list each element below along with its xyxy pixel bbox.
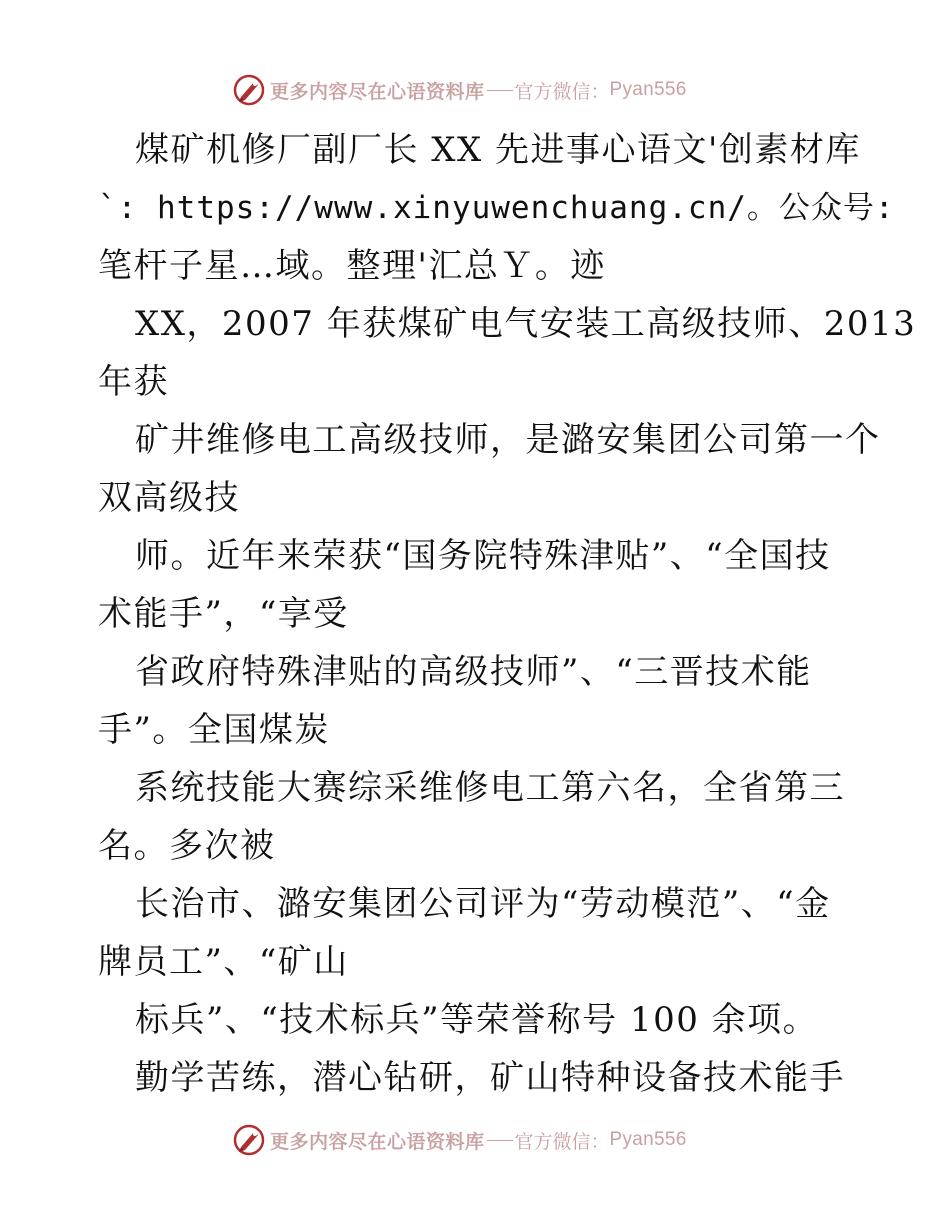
text-line: 师。近年来荣获“国务院特殊津贴”、“全国技 <box>135 536 831 576</box>
watermark-main-text: 更多内容尽在心语资料库 <box>270 80 485 103</box>
text-line: 勤学苦练，潜心钻研，矿山特种设备技术能手 <box>135 1058 845 1098</box>
text-line: 名。多次被 <box>98 826 276 866</box>
footer-watermark <box>232 1122 687 1158</box>
text-line: 标兵”、“技术标兵”等荣誉称号 100 余项。 <box>135 1000 819 1040</box>
text-line: 煤矿机修厂副厂长 XX 先进事心语文'创素材库 <box>135 130 861 170</box>
text-line: 牌员工”、“矿山 <box>98 942 349 982</box>
text-line: XX，2007 年获煤矿电气安装工高级技师、2013 <box>135 304 917 344</box>
header-watermark <box>232 72 687 108</box>
text-line: 省政府特殊津贴的高级技师”、“三晋技术能 <box>135 652 812 692</box>
watermark-main-text: 更多内容尽在心语资料库 <box>270 1130 485 1153</box>
text-line: 系统技能大赛综采维修电工第六名，全省第三 <box>135 768 845 808</box>
brand-logo-icon <box>232 73 266 107</box>
text-line: 手”。全国煤炭 <box>98 710 330 750</box>
text-line: 双高级技 <box>98 478 240 518</box>
text-line: 年获 <box>98 362 169 402</box>
brand-logo-icon <box>232 1123 266 1157</box>
watermark-id-text: Pyan556 <box>609 1129 687 1150</box>
watermark-dash <box>487 90 513 91</box>
text-line: 术能手”，“享受 <box>98 594 349 634</box>
text-line: 矿井维修电工高级技师，是潞安集团公司第一个 <box>135 420 881 460</box>
watermark-id-text: Pyan556 <box>609 79 687 100</box>
watermark-sub-text: 官方微信： <box>514 1130 610 1153</box>
watermark-dash <box>487 1140 513 1141</box>
text-line: `: https://www.xinyuwenchuang.cn/。公众号: <box>98 190 895 226</box>
text-line: 笔杆子星…域。整理'汇总Ｙ。迹 <box>98 246 606 286</box>
document-body <box>98 121 917 1107</box>
text-line: 长治市、潞安集团公司评为“劳动模范”、“金 <box>135 884 831 924</box>
watermark-sub-text: 官方微信： <box>514 80 610 103</box>
